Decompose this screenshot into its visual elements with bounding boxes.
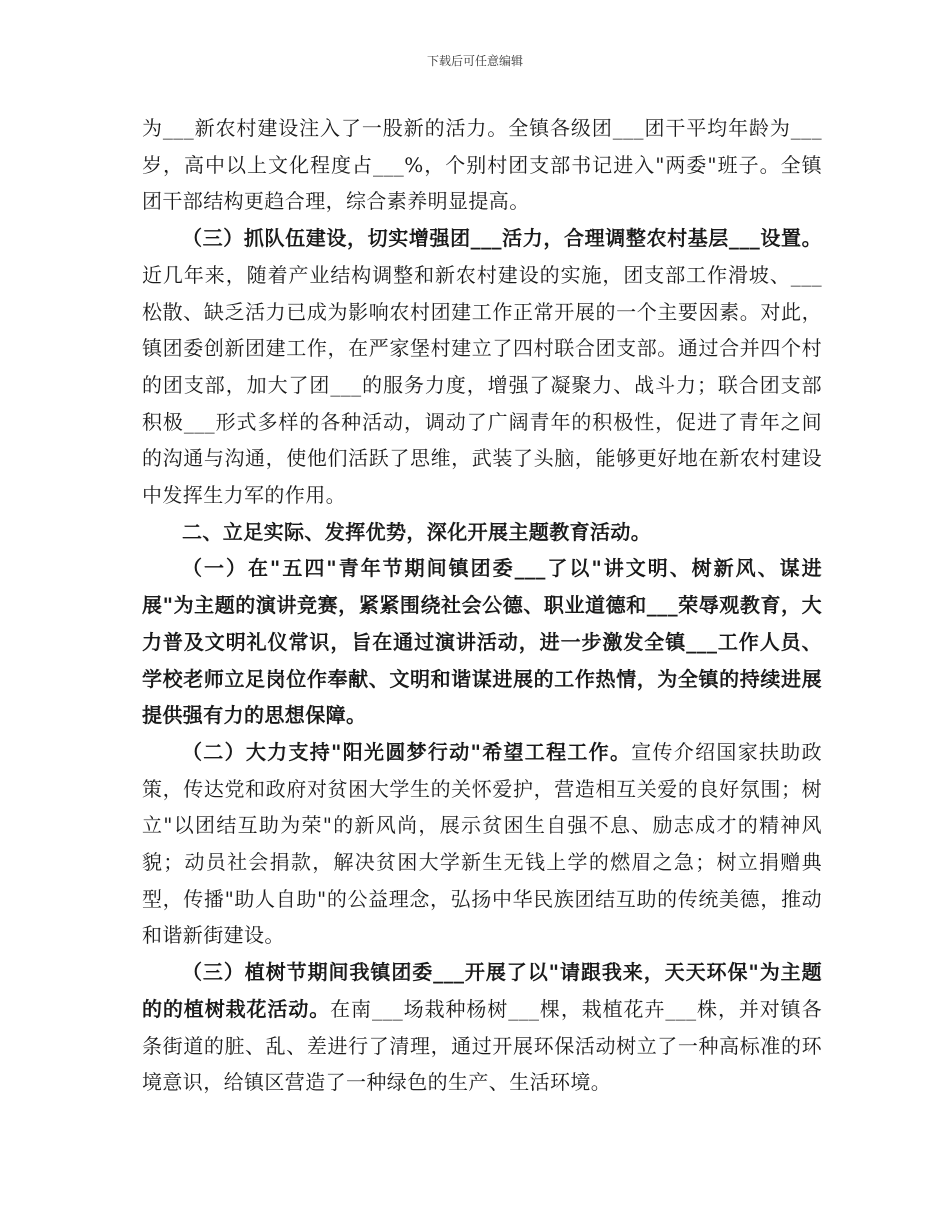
paragraph-heading: （二）大力支持"阳光圆梦行动"希望工程工作。 [182,739,632,764]
section-heading-theme-education [142,514,822,551]
paragraph-heading: （一）在"五四"青年节期间镇团委___了以"讲文明、树新风、谋进展"为主题的演讲竞赛，紧紧围绕社会公德、职业道德和___荣辱观教育，大力普及文明礼仪常识，旨在通过演讲活动，进一步激发全镇___工作人员、学校老师立足岗位作奉献、文明和谐谋进展的工作热情，为全镇的持续进展提供强有力的思想保障。 [142,556,822,728]
paragraph-tree-planting [142,954,822,1101]
paragraph-text: 为___新农村建设注入了一股新的活力。全镇各级团___团干平均年龄为___岁，高中以上文化程度占___%，个别村团支部书记进入"两委"班子。全镇团干部结构更趋合理，综合素养明显提高。 [142,116,822,214]
paragraph-text: 宣传介绍国家扶助政策，传达党和政府对贫困大学生的关怀爱护，营造相互关爱的良好氛围；树立"以团结互助为荣"的新风尚，展示贫困生自强不息、励志成才的精神风貌；动员社会捐款，解决贫困大学新生无钱上学的燃眉之急；树立捐赠典型，传播"助人自助"的公益理念，弘扬中华民族团结互助的传统美德，推动和谐新街建设。 [142,739,822,948]
paragraph-text: 在南___场栽种杨树___棵，栽植花卉___株，并对镇各条街道的脏、乱、差进行了清理，通过开展环保活动树立了一种高标准的环境意识，给镇区营造了一种绿色的生产、生活环境。 [142,996,822,1095]
page-header: 下载后可任意编辑 [426,54,523,68]
paragraph-continuation [142,110,822,220]
paragraph-text: 近几年来，随着产业结构调整和新农村建设的实施，团支部工作滑坡、___松散、缺乏活力已成为影响农村团建工作正常开展的一个主要因素。对此，镇团委创新团建工作，在严家堡村建立了四村联合团支部。通过合并四个村的团支部，加大了团___的服务力度，增强了凝聚力、战斗力；联合团支部积极___形式多样的各种活动，调动了广阔青年的积极性，促进了青年之间的沟通与沟通，使他们活跃了思维，武装了头脑，能够更好地在新农村建设中发挥生力军的作用。 [142,262,822,508]
paragraph-heading: （三）抓队伍建设，切实增强团___活力，合理调整农村基层___设置。 [182,226,822,251]
paragraph-team-building [142,220,822,514]
section-heading-text: 二、立足实际、发挥优势，深化开展主题教育活动。 [182,519,652,544]
document-body [142,110,822,1101]
paragraph-speech-contest [142,550,822,734]
paragraph-heading: （三）植树节期间我镇团委___开展了以"请跟我来，天天环保"为主题的的植树栽花活动。 [142,960,822,1021]
paragraph-sunshine-dream [142,734,822,954]
